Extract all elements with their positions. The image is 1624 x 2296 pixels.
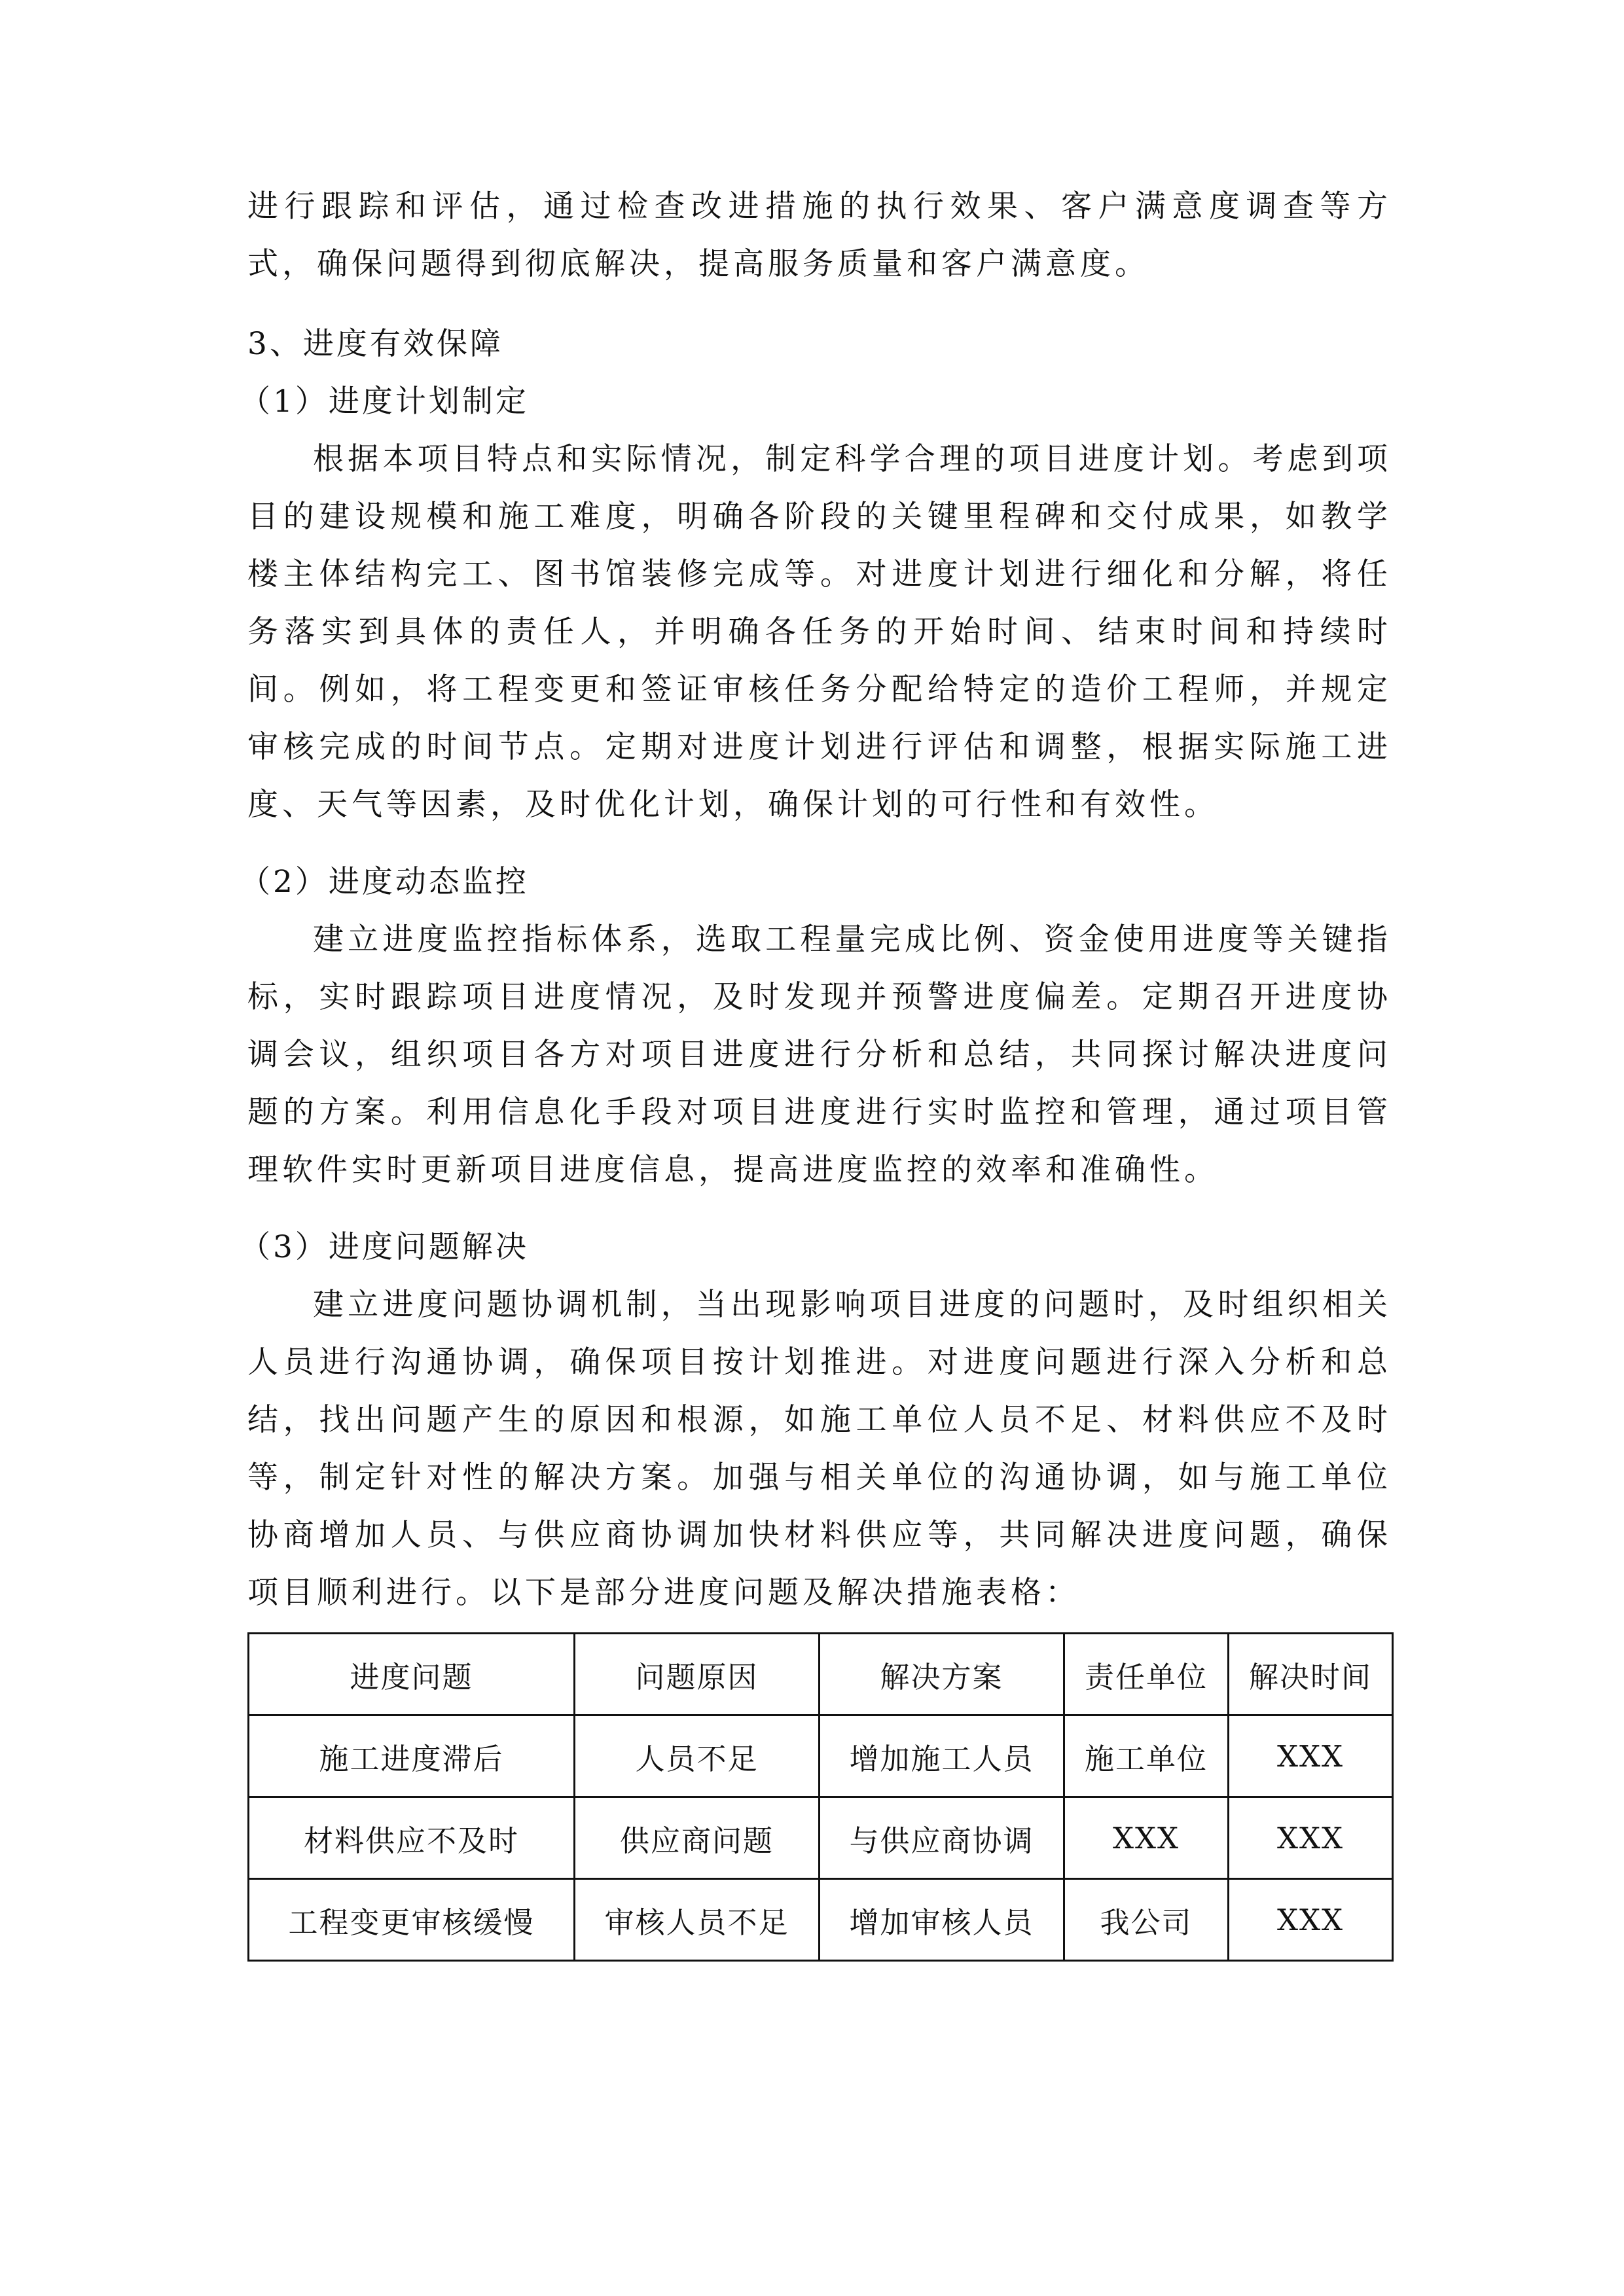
subsection-heading-2: （2）进度动态监控	[240, 864, 529, 900]
table-row	[249, 1797, 1393, 1879]
table-cell: XXX	[1229, 1797, 1393, 1879]
table-cell: 增加施工人员	[820, 1715, 1064, 1797]
table-cell: 工程变更审核缓慢	[249, 1879, 575, 1961]
table-header-cell: 进度问题	[249, 1634, 575, 1715]
table-row	[249, 1715, 1393, 1797]
subsection-body-3: 建立进度问题协调机制，当出现影响项目进度的问题时，及时组织相关人员进行沟通协调，确保项目按计划推进。对进度问题进行深入分析和总结，找出问题产生的原因和根源，如施工单位人员不足、材料供应不及时等，制定针对性的解决方案。加强与相关单位的沟通协调，如与施工单位协商增加人员、与供应商协调加快材料供应等，共同解决进度问题，确保项目顺利进行。以下是部分进度问题及解决措施表格：	[247, 1287, 1392, 1611]
table-cell: 施工进度滞后	[249, 1715, 575, 1797]
subsection-heading-3: （3）进度问题解决	[240, 1229, 529, 1265]
intro-paragraph: 进行跟踪和评估，通过检查改进措施的执行效果、客户满意度调查等方式，确保问题得到彻底解决，提高服务质量和客户满意度。	[247, 188, 1392, 282]
table-cell: 供应商问题	[575, 1797, 820, 1879]
section-heading: 3、进度有效保障	[247, 326, 503, 362]
table-cell: 材料供应不及时	[249, 1797, 575, 1879]
page-content	[240, 178, 1392, 1962]
table-header-cell: 责任单位	[1064, 1634, 1229, 1715]
progress-issues-table	[247, 1632, 1394, 1962]
table-row	[249, 1879, 1393, 1961]
subsection-body-2: 建立进度监控指标体系，选取工程量完成比例、资金使用进度等关键指标，实时跟踪项目进度情况，及时发现并预警进度偏差。定期召开进度协调会议，组织项目各方对项目进度进行分析和总结，共同探讨解决进度问题的方案。利用信息化手段对项目进度进行实时监控和管理，通过项目管理软件实时更新项目进度信息，提高进度监控的效率和准确性。	[247, 922, 1392, 1188]
table-cell: XXX	[1229, 1879, 1393, 1961]
table-cell: 增加审核人员	[820, 1879, 1064, 1961]
table-cell: 审核人员不足	[575, 1879, 820, 1961]
table-header-cell: 问题原因	[575, 1634, 820, 1715]
table-cell: 与供应商协调	[820, 1797, 1064, 1879]
table-cell: XXX	[1229, 1715, 1393, 1797]
subsection-heading-1: （1）进度计划制定	[240, 384, 529, 420]
table-cell: 人员不足	[575, 1715, 820, 1797]
table-header-cell: 解决方案	[820, 1634, 1064, 1715]
table-cell: 我公司	[1064, 1879, 1229, 1961]
table-header-cell: 解决时间	[1229, 1634, 1393, 1715]
table-cell: XXX	[1064, 1797, 1229, 1879]
table-header-row	[249, 1634, 1393, 1715]
table-cell: 施工单位	[1064, 1715, 1229, 1797]
subsection-body-1: 根据本项目特点和实际情况，制定科学合理的项目进度计划。考虑到项目的建设规模和施工难度，明确各阶段的关键里程碑和交付成果，如教学楼主体结构完工、图书馆装修完成等。对进度计划进行细化和分解，将任务落实到具体的责任人，并明确各任务的开始时间、结束时间和持续时间。例如，将工程变更和签证审核任务分配给特定的造价工程师，并规定审核完成的时间节点。定期对进度计划进行评估和调整，根据实际施工进度、天气等因素，及时优化计划，确保计划的可行性和有效性。	[247, 441, 1392, 823]
